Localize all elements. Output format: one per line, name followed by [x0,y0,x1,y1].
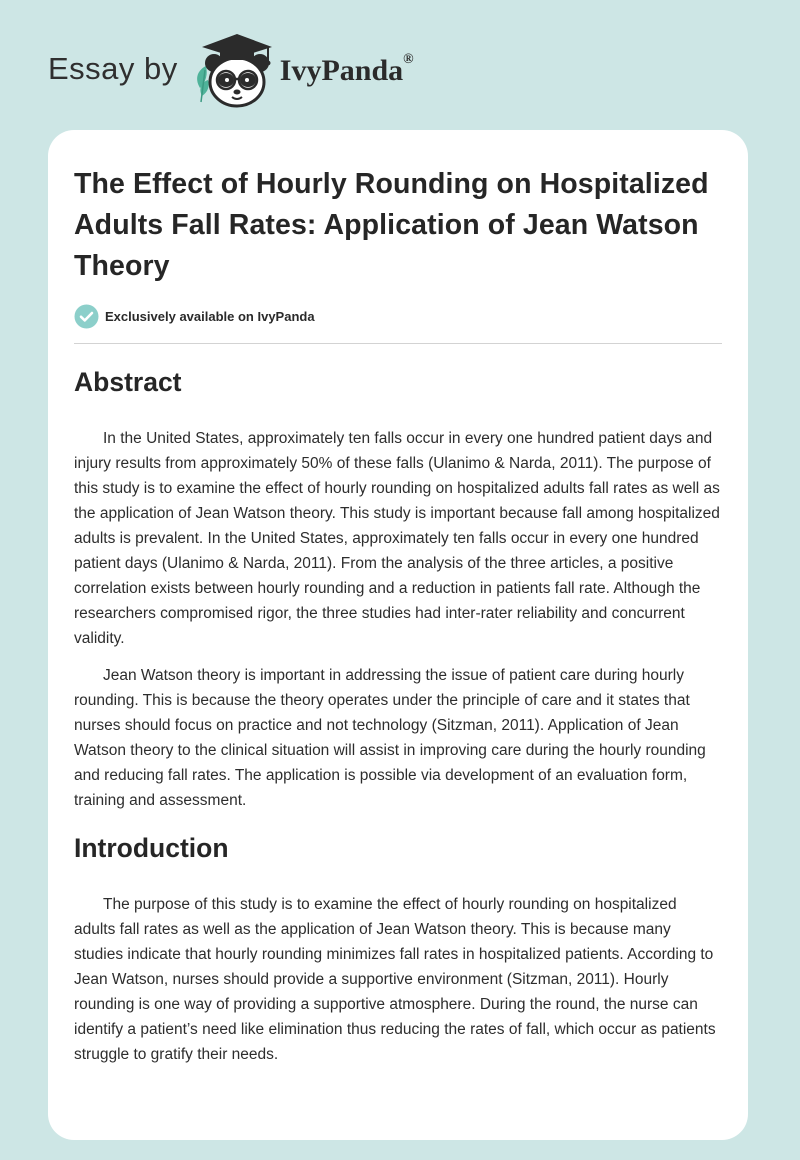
brand-text: IvyPanda [279,54,404,87]
registered-mark: ® [403,52,414,67]
brand-name[interactable] [280,54,414,88]
section-introduction [74,832,722,1067]
section-heading: Introduction [74,833,229,863]
divider [74,343,722,344]
panda-graduate-icon[interactable] [192,30,276,110]
paragraph: Jean Watson theory is important in addressing the issue of patient care during hourly rounding. This is because the theory operates under the principle of care and it states that nurses should focus on practice and not technology (Sitzman, 2011). Application of Jean Watson theory to the clinical situation will assist in improving care during the hourly rounding and reducing fall rates. The application is possible via development of an evaluation form, training and assessment. [74,667,706,809]
exclusive-badge [74,302,722,330]
section-abstract [74,366,722,813]
exclusive-label: Exclusively available on IvyPanda [105,308,315,324]
essay-by-label: Essay by [48,51,178,86]
essay-card [48,130,748,1140]
site-header [48,30,414,110]
paragraph: In the United States, approximately ten falls occur in every one hundred patient days and injury results from approximately 50% of these falls (Ulanimo & Narda, 2011). The purpose of this study is to examine the effect of hourly rounding on hospitalized adults fall rates as well as the application of Jean Watson theory. This study is important because fall among hospitalized adults is prevalent. In the United States, approximately ten falls occur in every one hundred patient days (Ulanimo & Narda, 2011). From the analysis of the three articles, a positive correlation exists between hourly rounding and a reduction in patients fall rate. Although the researchers compromised rigor, the three studies had inter-rater reliability and concurrent validity. [74,430,720,647]
section-heading: Abstract [74,367,182,397]
check-circle-icon [74,304,99,329]
paragraph: The purpose of this study is to examine the effect of hourly rounding on hospitalized adults fall rates as well as the application of Jean Watson theory. This is because many studies indicate that hourly rounding minimizes fall rates in hospitalized patients. According to Jean Watson, nurses should provide a supportive environment (Sitzman, 2011). Hourly rounding is one way of providing a supportive atmosphere. During the round, the nurse can identify a patient’s need like elimination thus reducing the rates of fall, which occur as patients struggle to gratify their needs. [74,896,716,1063]
essay-content [74,164,722,1067]
essay-title: The Effect of Hourly Rounding on Hospitalized Adults Fall Rates: Application of Jean Watson Theory [74,168,709,282]
